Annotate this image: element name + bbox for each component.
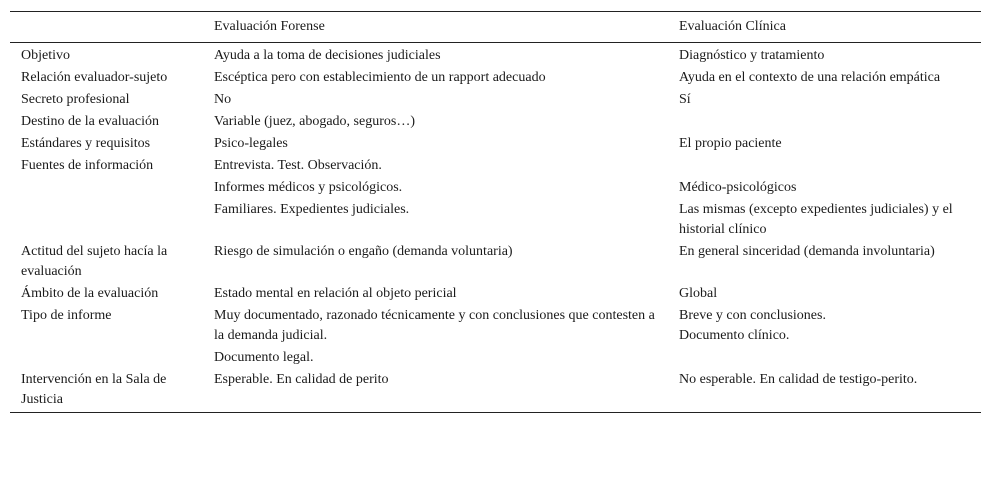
aspect-cell: Ámbito de la evaluación <box>21 286 159 301</box>
comparison-table-container <box>10 11 981 413</box>
aspect-cell: Destino de la evaluación <box>21 114 160 129</box>
aspect-cell <box>10 178 203 200</box>
forensic-cell: Informes médicos y psicológicos. <box>214 180 403 195</box>
table-row <box>10 178 981 200</box>
comparison-table <box>10 11 981 413</box>
header-cell-aspect <box>10 12 203 43</box>
table-row <box>10 200 981 242</box>
table-header <box>10 12 981 43</box>
forensic-cell: Familiares. Expedientes judiciales. <box>214 202 410 217</box>
forensic-cell: Riesgo de simulación o engaño (demanda voluntaria) <box>214 244 513 259</box>
aspect-cell: Objetivo <box>21 48 70 63</box>
table-body <box>10 43 981 413</box>
clinical-cell: En general sinceridad (demanda involuntaria) <box>679 244 935 259</box>
forensic-cell: Estado mental en relación al objeto pericial <box>214 286 457 301</box>
clinical-cell: Breve y con conclusiones. Documento clínico. <box>679 308 826 343</box>
aspect-cell: Relación evaluador-sujeto <box>21 70 168 85</box>
forensic-cell: Documento legal. <box>214 350 314 365</box>
table-row <box>10 370 981 413</box>
table-row <box>10 134 981 156</box>
clinical-cell: Las mismas (excepto expedientes judiciales) y el historial clínico <box>679 202 953 237</box>
header-row <box>10 12 981 43</box>
clinical-cell <box>668 348 981 370</box>
forensic-cell: Muy documentado, razonado técnicamente y con conclusiones que contesten a la demanda judicial. <box>214 308 655 343</box>
aspect-cell: Actitud del sujeto hacía la evaluación <box>21 244 168 279</box>
table-row <box>10 156 981 178</box>
forensic-cell: Ayuda a la toma de decisiones judiciales <box>214 48 441 63</box>
forensic-cell: Esperable. En calidad de perito <box>214 372 389 387</box>
table-row <box>10 43 981 69</box>
table-row <box>10 90 981 112</box>
table-row <box>10 242 981 284</box>
forensic-cell: Psico-legales <box>214 136 288 151</box>
forensic-cell: Entrevista. Test. Observación. <box>214 158 382 173</box>
forensic-cell: Escéptica pero con establecimiento de un rapport adecuado <box>214 70 546 85</box>
aspect-cell: Fuentes de información <box>21 158 154 173</box>
table-row <box>10 306 981 348</box>
clinical-cell: Diagnóstico y tratamiento <box>679 48 825 63</box>
aspect-cell: Tipo de informe <box>21 308 112 323</box>
clinical-cell: Sí <box>679 92 691 107</box>
header-cell-forensic: Evaluación Forense <box>214 19 325 34</box>
aspect-cell <box>10 348 203 370</box>
table-row <box>10 348 981 370</box>
clinical-cell: Médico-psicológicos <box>679 180 797 195</box>
table-row <box>10 68 981 90</box>
aspect-cell: Intervención en la Sala de Justicia <box>21 372 167 407</box>
header-cell-clinical: Evaluación Clínica <box>679 19 786 34</box>
aspect-cell <box>10 200 203 242</box>
clinical-cell: No esperable. En calidad de testigo-perito. <box>679 372 918 387</box>
forensic-cell: No <box>214 92 232 107</box>
clinical-cell: Global <box>679 286 718 301</box>
aspect-cell: Secreto profesional <box>21 92 130 107</box>
clinical-cell: Ayuda en el contexto de una relación empática <box>679 70 941 85</box>
table-row <box>10 284 981 306</box>
forensic-cell: Variable (juez, abogado, seguros…) <box>214 114 415 129</box>
clinical-cell <box>668 156 981 178</box>
clinical-cell: El propio paciente <box>679 136 782 151</box>
aspect-cell: Estándares y requisitos <box>21 136 151 151</box>
clinical-cell <box>668 112 981 134</box>
table-row <box>10 112 981 134</box>
